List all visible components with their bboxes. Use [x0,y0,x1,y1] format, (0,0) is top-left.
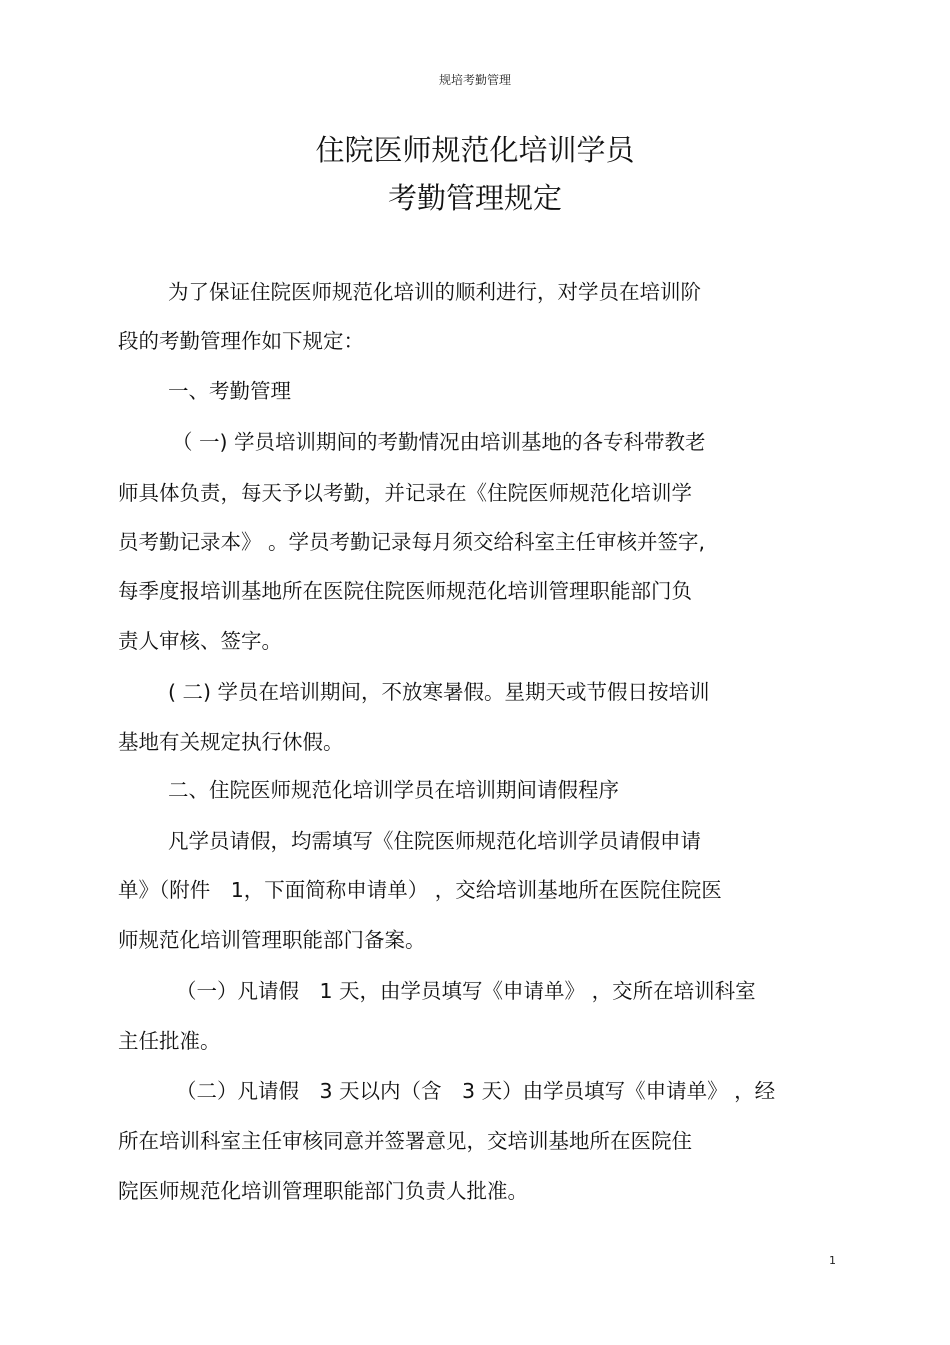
body-line: 每季度报培训基地所在医院住院医师规范化培训管理职能部门负 [118,579,692,603]
body-line: 单》（附件 1，下面简称申请单） ，交给培训基地所在医院住院医 [118,878,722,902]
page-number: 1 [829,1254,836,1267]
body-line: 为了保证住院医师规范化培训的顺利进行，对学员在培训阶 [168,280,701,304]
body-line: （二）凡请假 3 天以内（含 3 天）由学员填写《申请单》 ，经 [176,1079,776,1103]
document-title-line-1: 住院医师规范化培训学员 [315,133,635,167]
body-line: 凡学员请假，均需填写《住院医师规范化培训学员请假申请 [168,829,701,853]
body-line: 所在培训科室主任审核同意并签署意见，交培训基地所在医院住 [118,1129,692,1153]
body-line: 院医师规范化培训管理职能部门负责人批准。 [118,1179,528,1203]
body-line: 主任批准。 [118,1029,221,1053]
body-line: （一）凡请假 1 天，由学员填写《申请单》 ，交所在培训科室 [176,979,756,1003]
body-line: ( 二) 学员在培训期间，不放寒暑假。星期天或节假日按培训 [168,680,710,704]
body-line: （ 一) 学员培训期间的考勤情况由培训基地的各专科带教老 [172,430,706,454]
section-heading: 二、住院医师规范化培训学员在培训期间请假程序 [168,778,619,802]
section-heading: 一、考勤管理 [168,379,291,403]
body-line: 师规范化培训管理职能部门备案。 [118,928,426,952]
running-header: 规培考勤管理 [438,73,511,87]
body-line: 基地有关规定执行休假。 [118,730,344,754]
document-title-line-2: 考勤管理规定 [387,181,562,215]
body-line: 责人审核、签字。 [118,629,282,653]
body-line: 段的考勤管理作如下规定： [118,329,364,353]
body-line: 员考勤记录本》 。学员考勤记录每月须交给科室主任审核并签字, [118,530,706,554]
body-line: 师具体负责，每天予以考勤，并记录在《住院医师规范化培训学 [118,481,692,505]
